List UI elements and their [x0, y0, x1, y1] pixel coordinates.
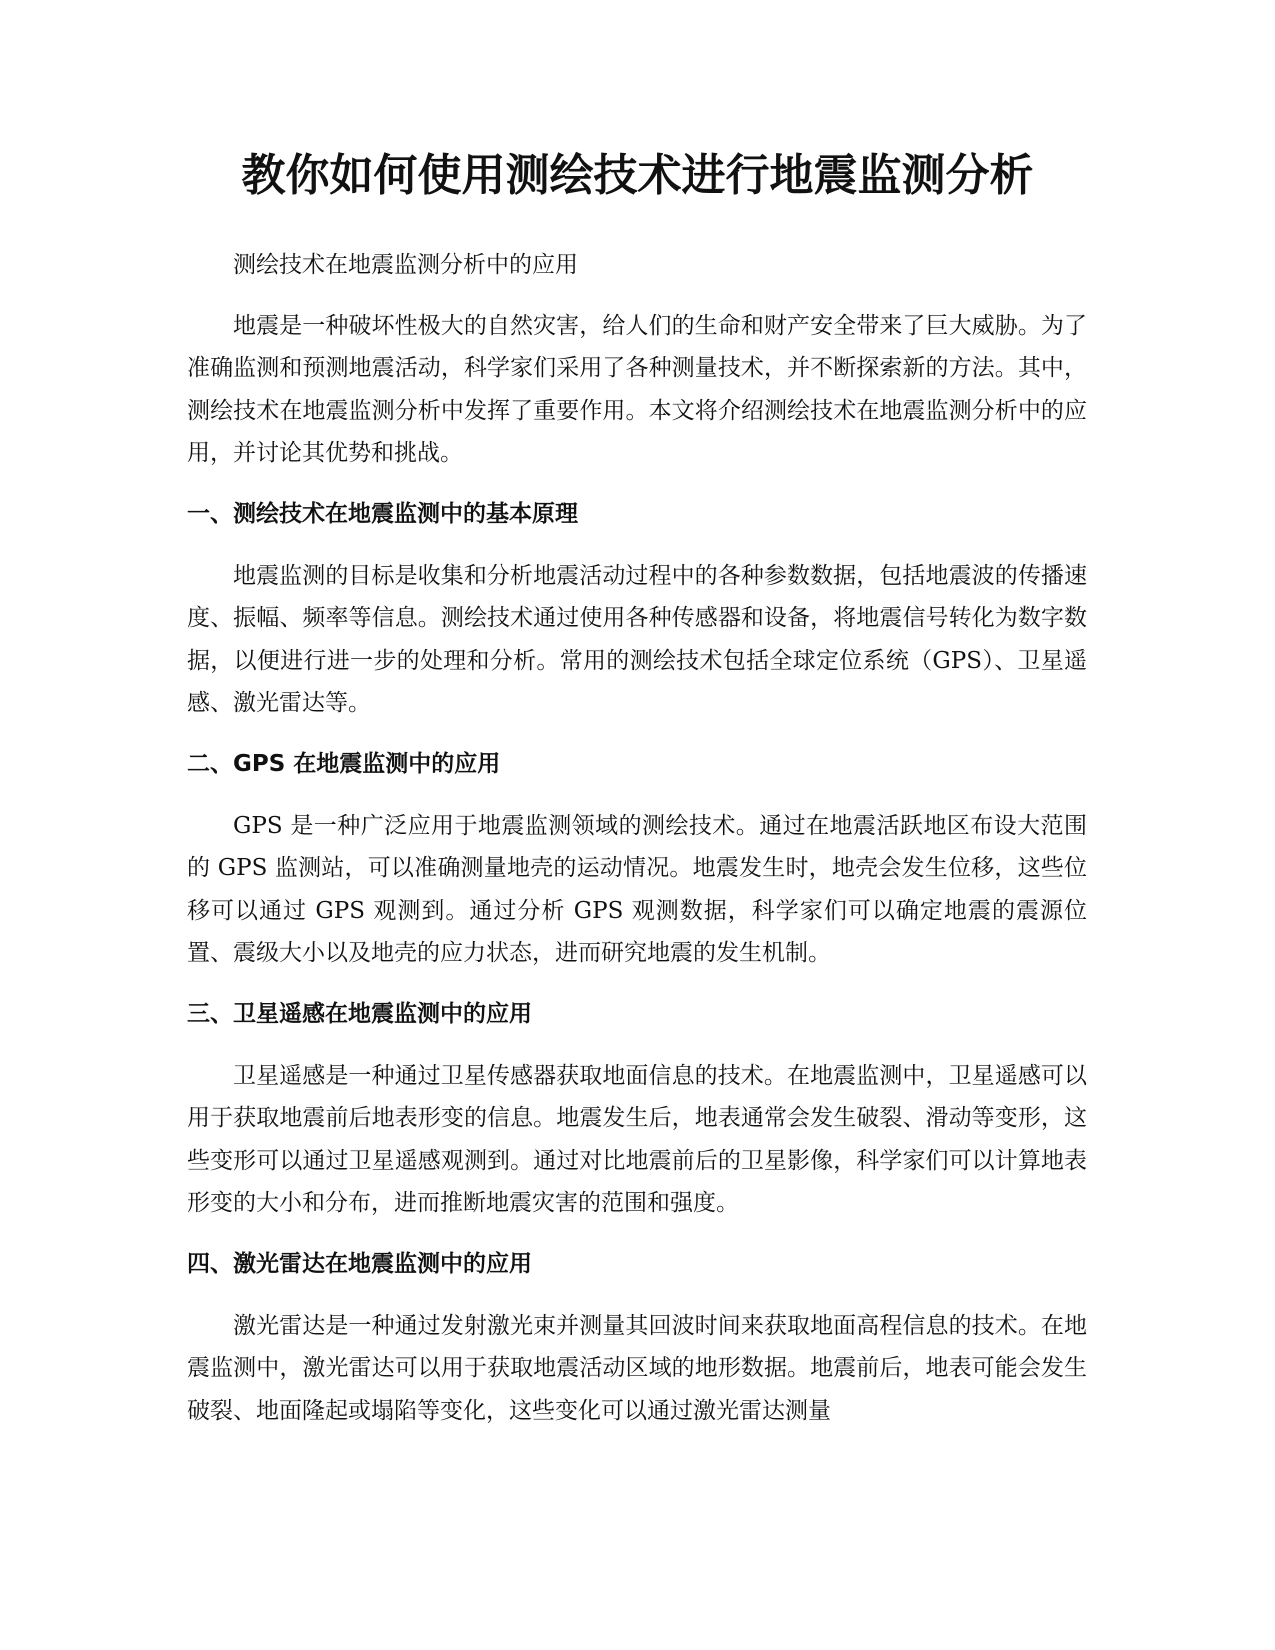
section-paragraph: 地震监测的目标是收集和分析地震活动过程中的各种参数数据，包括地震波的传播速度、振幅、频率等信息。测绘技术通过使用各种传感器和设备，将地震信号转化为数字数据，以便进行进一步的处理和分析。常用的测绘技术包括全球定位系统（GPS）、卫星遥感、激光雷达等。: [187, 562, 1087, 716]
section-paragraph: GPS 是一种广泛应用于地震监测领域的测绘技术。通过在地震活跃地区布设大范围的 GPS 监测站，可以准确测量地壳的运动情况。地震发生时，地壳会发生位移，这些位移可以通过 GPS 观测到。通过分析 GPS 观测数据，科学家们可以确定地震的震源位置、震级大小以及地壳的应力状态，进而研究地震的发生机制。: [187, 812, 1087, 966]
section-paragraph: 卫星遥感是一种通过卫星传感器获取地面信息的技术。在地震监测中，卫星遥感可以用于获取地震前后地表形变的信息。地震发生后，地表通常会发生破裂、滑动等变形，这些变形可以通过卫星遥感观测到。通过对比地震前后的卫星影像，科学家们可以计算地表形变的大小和分布，进而推断地震灾害的范围和强度。: [187, 1062, 1087, 1216]
section-heading: 三、卫星遥感在地震监测中的应用: [187, 1000, 532, 1027]
document-body: [187, 244, 1087, 1450]
section-paragraph: 激光雷达是一种通过发射激光束并测量其回波时间来获取地面高程信息的技术。在地震监测中，激光雷达可以用于获取地震活动区域的地形数据。地震前后，地表可能会发生破裂、地面隆起或塌陷等变化，这些变化可以通过激光雷达测量: [187, 1312, 1087, 1424]
document-title: 教你如何使用测绘技术进行地震监测分析: [241, 150, 1034, 201]
intro-paragraph: 地震是一种破坏性极大的自然灾害，给人们的生命和财产安全带来了巨大威胁。为了准确监测和预测地震活动，科学家们采用了各种测量技术，并不断探索新的方法。其中，测绘技术在地震监测分析中发挥了重要作用。本文将介绍测绘技术在地震监测分析中的应用，并讨论其优势和挑战。: [187, 312, 1087, 466]
section-heading: 四、激光雷达在地震监测中的应用: [187, 1250, 532, 1277]
document-subtitle: 测绘技术在地震监测分析中的应用: [233, 252, 578, 278]
section-heading: 一、测绘技术在地震监测中的基本原理: [187, 500, 578, 527]
section-heading: 二、GPS 在地震监测中的应用: [187, 750, 501, 777]
